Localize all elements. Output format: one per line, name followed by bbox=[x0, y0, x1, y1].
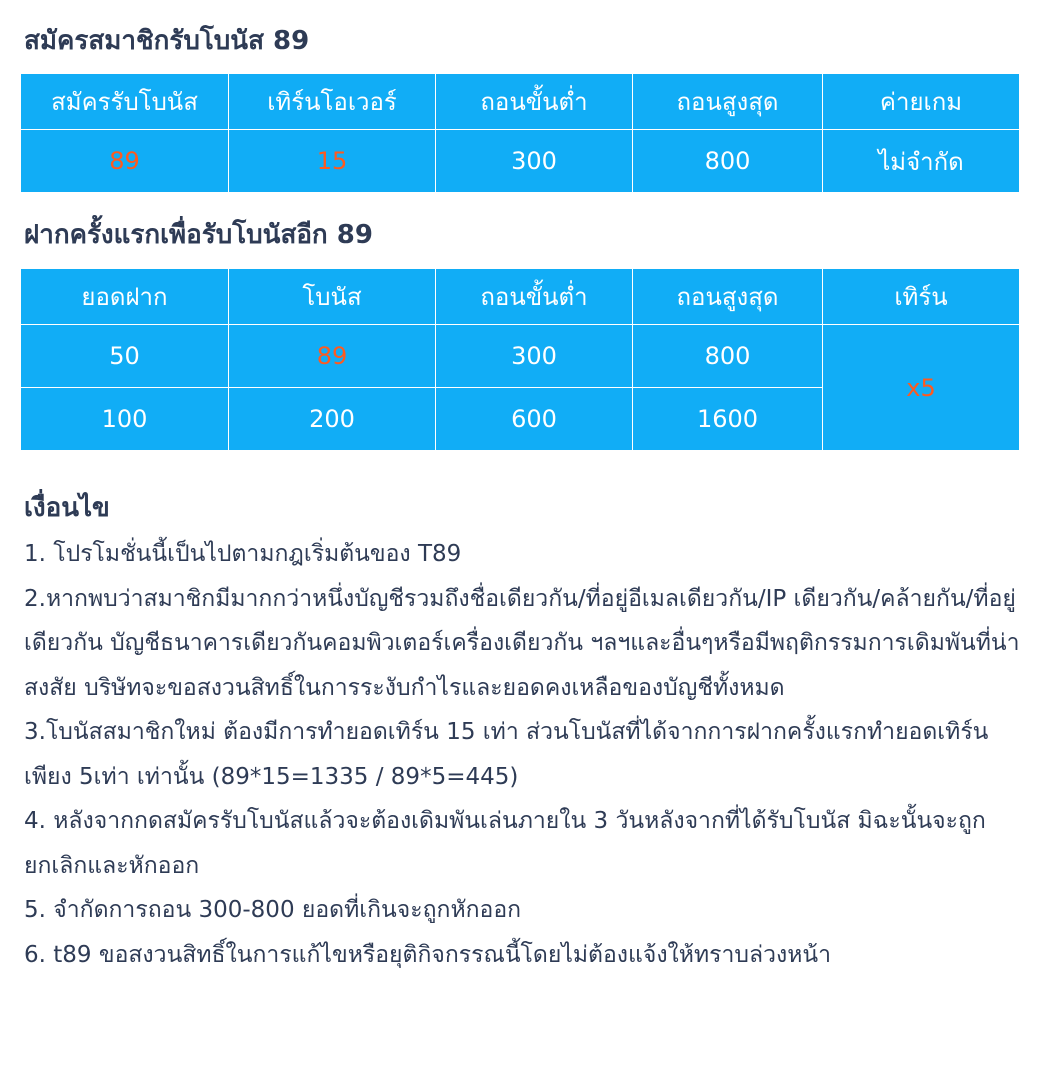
header-turnover: เทิร์นโอเวอร์ bbox=[229, 74, 436, 130]
header-deposit: ยอดฝาก bbox=[21, 269, 229, 325]
signup-bonus-table bbox=[20, 73, 1020, 193]
cell-max-withdraw: 800 bbox=[633, 130, 823, 193]
cell-turnover: 15 bbox=[229, 130, 436, 193]
signup-bonus-title: สมัครสมาชิกรับโบนัส 89 bbox=[24, 26, 310, 56]
cell-bonus: 200 bbox=[229, 388, 436, 451]
conditions-title: เงื่อนไข bbox=[24, 493, 110, 523]
first-deposit-bonus-title: ฝากครั้งแรกเพื่อรับโบนัสอีก 89 bbox=[24, 220, 373, 250]
cell-deposit: 50 bbox=[21, 325, 229, 388]
condition-item: 6. t89 ขอสงวนสิทธิ์ในการแก้ไขหรือยุติกิจกรรณนี้โดยไม่ต้องแจ้งให้ทราบล่วงหน้า bbox=[24, 941, 832, 968]
header-signup-bonus: สมัครรับโบนัส bbox=[21, 74, 229, 130]
table-row bbox=[21, 130, 1020, 193]
cell-min-withdraw: 600 bbox=[436, 388, 633, 451]
cell-max-withdraw: 1600 bbox=[633, 388, 823, 451]
table-header-row bbox=[21, 74, 1020, 130]
table-header-row bbox=[21, 269, 1020, 325]
header-turn: เทิร์น bbox=[823, 269, 1020, 325]
header-min-withdraw: ถอนขั้นต่ำ bbox=[436, 74, 633, 130]
cell-bonus: 89 bbox=[229, 325, 436, 388]
header-max-withdraw: ถอนสูงสุด bbox=[633, 269, 823, 325]
condition-item: 5. จำกัดการถอน 300-800 ยอดที่เกินจะถูกหักออก bbox=[24, 897, 522, 923]
condition-item: 2.หากพบว่าสมาชิกมีมากกว่าหนึ่งบัญชีรวมถึงชื่อเดียวกัน/ที่อยู่อีเมลเดียวกัน/IP เดียวกัน/คล้ายกัน/ที่อยู่เดียวกัน บัญชีธนาคารเดียวกันคอมพิวเตอร์เครื่องเดียวกัน ฯลฯและอื่นๆหรือมีพฤติกรรมการเดิมพันที่น่าสงสัย บริษัทจะขอสงวนสิทธิ์ในการระงับกำไรและยอดคงเหลือของบัญชีทั้งหมด bbox=[24, 585, 1020, 701]
header-bonus: โบนัส bbox=[229, 269, 436, 325]
cell-deposit: 100 bbox=[21, 388, 229, 451]
cell-game-provider: ไม่จำกัด bbox=[823, 130, 1020, 193]
cell-min-withdraw: 300 bbox=[436, 325, 633, 388]
condition-item: 3.โบนัสสมาชิกใหม่ ต้องมีการทำยอดเทิร์น 15 เท่า ส่วนโบนัสที่ได้จากการฝากครั้งแรกทำยอดเทิร์น เพียง 5เท่า เท่านั้น (89*15=1335 / 89*5=445) bbox=[24, 719, 989, 790]
conditions-section bbox=[24, 488, 1024, 977]
table-row bbox=[21, 325, 1020, 388]
header-max-withdraw: ถอนสูงสุด bbox=[633, 74, 823, 130]
cell-bonus: 89 bbox=[21, 130, 229, 193]
condition-item: 4. หลังจากกดสมัครรับโบนัสแล้วจะต้องเดิมพันเล่นภายใน 3 วันหลังจากที่ได้รับโบนัส มิฉะนั้นจะถูกยกเลิกและหักออก bbox=[24, 808, 986, 879]
cell-turnover-multiplier: x5 bbox=[823, 325, 1020, 451]
header-game-provider: ค่ายเกม bbox=[823, 74, 1020, 130]
cell-max-withdraw: 800 bbox=[633, 325, 823, 388]
condition-item: 1. โปรโมชั่นนี้เป็นไปตามกฎเริ่มต้นของ T89 bbox=[24, 541, 462, 567]
first-deposit-bonus-table bbox=[20, 268, 1020, 451]
header-min-withdraw: ถอนขั้นต่ำ bbox=[436, 269, 633, 325]
cell-min-withdraw: 300 bbox=[436, 130, 633, 193]
